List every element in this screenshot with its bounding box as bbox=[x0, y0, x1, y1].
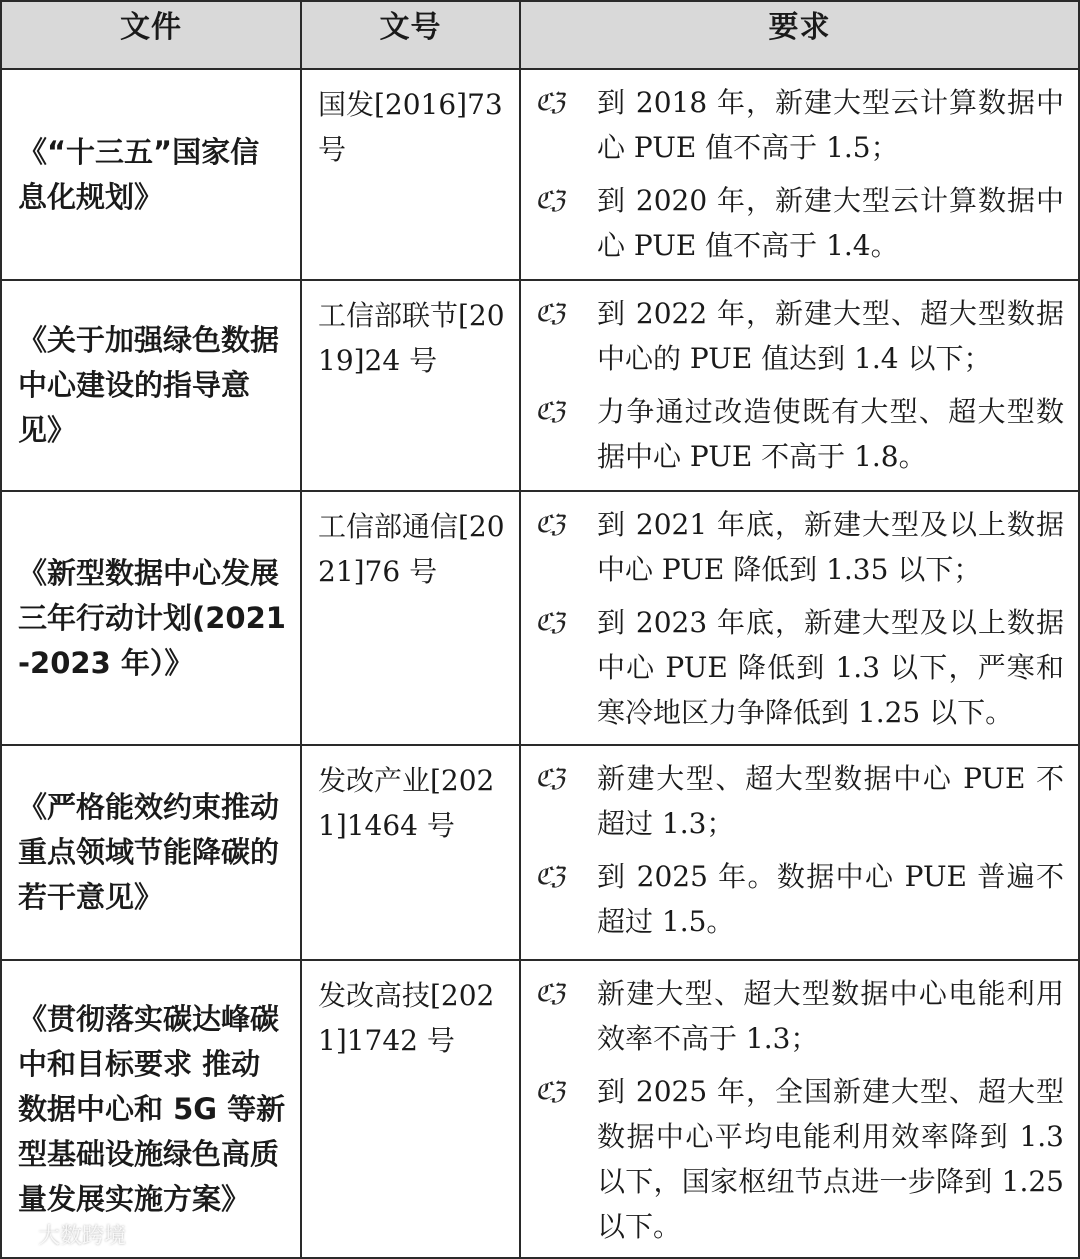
requirement-text: 到 2025 年。数据中心 PUE 普遍不超过 1.5。 bbox=[597, 860, 1064, 938]
bullet-icon: ℭℨ bbox=[535, 299, 563, 327]
doc-number: 国发[2016]73号 bbox=[301, 69, 520, 280]
header-row bbox=[1, 1, 1079, 69]
file-title: 《新型数据中心发展三年行动计划(2021-2023 年）》 bbox=[1, 491, 301, 745]
requirement-text: 新建大型、超大型数据中心电能利用效率不高于 1.3； bbox=[597, 977, 1064, 1055]
requirements-cell bbox=[520, 491, 1079, 745]
requirement-item bbox=[535, 502, 1064, 592]
requirements-cell bbox=[520, 960, 1079, 1258]
requirement-text: 新建大型、超大型数据中心 PUE 不超过 1.3； bbox=[597, 762, 1064, 840]
watermark-logo-icon bbox=[6, 1224, 34, 1246]
bullet-icon: ℭℨ bbox=[535, 764, 563, 792]
table-row bbox=[1, 960, 1079, 1258]
requirement-item bbox=[535, 756, 1064, 846]
doc-number: 工信部联节[2019]24 号 bbox=[301, 280, 520, 491]
bullet-icon: ℭℨ bbox=[535, 1077, 563, 1105]
doc-number: 发改高技[2021]1742 号 bbox=[301, 960, 520, 1258]
requirements-cell bbox=[520, 280, 1079, 491]
bullet-icon: ℭℨ bbox=[535, 510, 563, 538]
requirement-item bbox=[535, 854, 1064, 944]
requirement-item bbox=[535, 389, 1064, 479]
requirement-text: 到 2021 年底，新建大型及以上数据中心 PUE 降低到 1.35 以下； bbox=[597, 508, 1064, 586]
watermark-text: 大数跨境 bbox=[38, 1224, 127, 1249]
bullet-icon: ℭℨ bbox=[535, 397, 563, 425]
file-title: 《贯彻落实碳达峰碳中和目标要求 推动数据中心和 5G 等新型基础设施绿色高质量发展实施方案》 bbox=[1, 960, 301, 1258]
requirement-text: 到 2023 年底，新建大型及以上数据中心 PUE 降低到 1.3 以下，严寒和寒冷地区力争降低到 1.25 以下。 bbox=[597, 606, 1064, 729]
requirement-text: 到 2020 年，新建大型云计算数据中心 PUE 值不高于 1.4。 bbox=[597, 184, 1064, 262]
header-requirements: 要求 bbox=[520, 1, 1079, 69]
header-docno: 文号 bbox=[301, 1, 520, 69]
requirement-text: 到 2025 年，全国新建大型、超大型数据中心平均电能利用效率降到 1.3 以下，国家枢纽节点进一步降到 1.25 以下。 bbox=[597, 1075, 1064, 1243]
requirement-text: 到 2022 年，新建大型、超大型数据中心的 PUE 值达到 1.4 以下； bbox=[597, 297, 1064, 375]
requirements-cell bbox=[520, 69, 1079, 280]
requirement-item bbox=[535, 1069, 1064, 1249]
requirement-text: 到 2018 年，新建大型云计算数据中心 PUE 值不高于 1.5； bbox=[597, 86, 1064, 164]
table-row bbox=[1, 69, 1079, 280]
table-row bbox=[1, 280, 1079, 491]
doc-number: 工信部通信[2021]76 号 bbox=[301, 491, 520, 745]
file-title: 《严格能效约束推动重点领域节能降碳的若干意见》 bbox=[1, 745, 301, 960]
requirement-item bbox=[535, 600, 1064, 735]
requirements-cell bbox=[520, 745, 1079, 960]
table-row bbox=[1, 491, 1079, 745]
header-file: 文件 bbox=[1, 1, 301, 69]
requirement-item bbox=[535, 971, 1064, 1061]
bullet-icon: ℭℨ bbox=[535, 186, 563, 214]
file-title: 《“十三五”国家信息化规划》 bbox=[1, 69, 301, 280]
watermark bbox=[6, 1219, 126, 1250]
bullet-icon: ℭℨ bbox=[535, 862, 563, 890]
table-row bbox=[1, 745, 1079, 960]
requirement-text: 力争通过改造使既有大型、超大型数据中心 PUE 不高于 1.8。 bbox=[597, 395, 1064, 473]
bullet-icon: ℭℨ bbox=[535, 979, 563, 1007]
requirement-item bbox=[535, 291, 1064, 381]
requirement-item bbox=[535, 80, 1064, 170]
requirement-item bbox=[535, 178, 1064, 268]
file-title: 《关于加强绿色数据中心建设的指导意见》 bbox=[1, 280, 301, 491]
bullet-icon: ℭℨ bbox=[535, 88, 563, 116]
doc-number: 发改产业[2021]1464 号 bbox=[301, 745, 520, 960]
bullet-icon: ℭℨ bbox=[535, 608, 563, 636]
